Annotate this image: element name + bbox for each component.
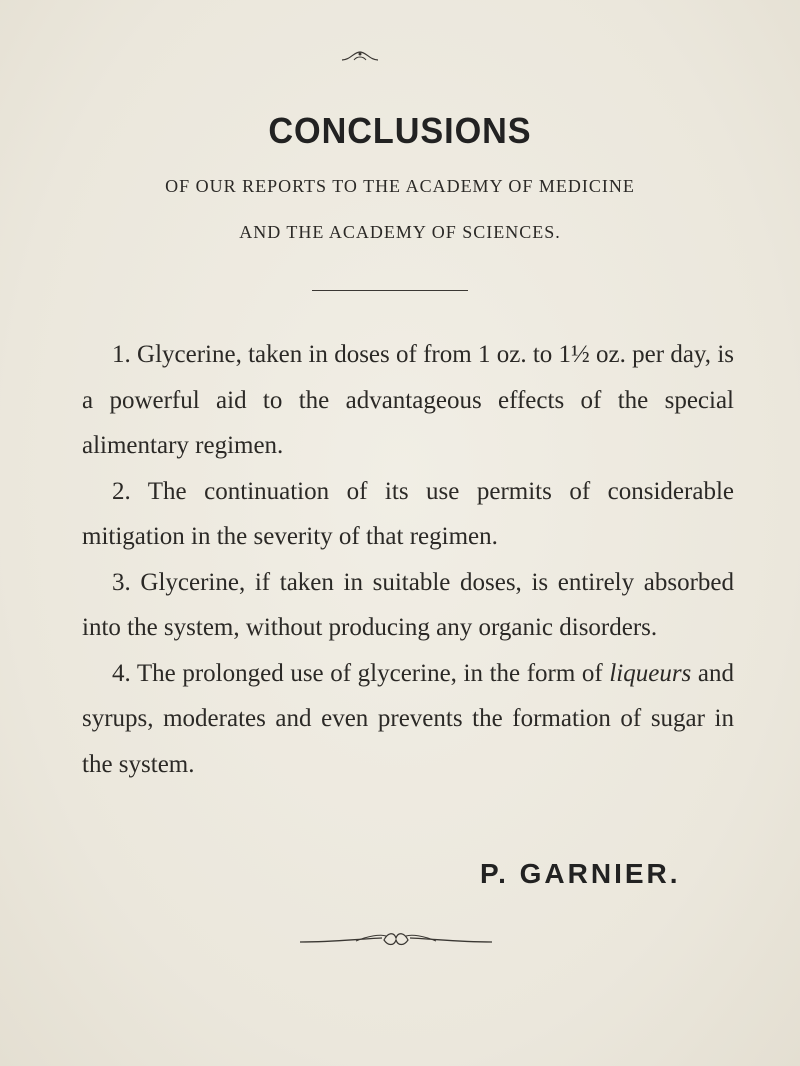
page-title: CONCLUSIONS [268, 110, 532, 151]
conclusion-item-3: 3. Glycerine, if taken in suitable doses, is entirely absorbed into the system, without producing any organic disorders. [82, 568, 734, 641]
conclusion-item-1: 1. Glycerine, taken in doses of from 1 oz. to 1½ oz. per day, is a powerful aid to the advantageous effects of the special alimentary regimen. [82, 341, 734, 459]
conclusion-4-emphasis: liqueurs [609, 659, 692, 687]
divider-rule [312, 290, 468, 291]
decorative-flourish-icon [340, 48, 380, 64]
subtitle-line-1: OF OUR REPORTS TO THE ACADEMY OF MEDICINE [165, 176, 635, 196]
subtitle-line-2: AND THE ACADEMY OF SCIENCES. [239, 222, 561, 242]
decorative-tailpiece-icon [296, 930, 496, 952]
conclusion-4-text-start: 4. The prolonged use of glycerine, in the form of [112, 659, 610, 687]
author-signature: P. GARNIER. [480, 858, 681, 889]
conclusion-4-text-end: and syrups, moderates and even prevents the formation of sugar in the system. [82, 659, 734, 778]
conclusion-item-4 [82, 651, 734, 788]
conclusions-list [82, 332, 734, 787]
conclusion-item-2: 2. The continuation of its use permits of considerable mitigation in the severity of that regimen. [82, 477, 734, 550]
